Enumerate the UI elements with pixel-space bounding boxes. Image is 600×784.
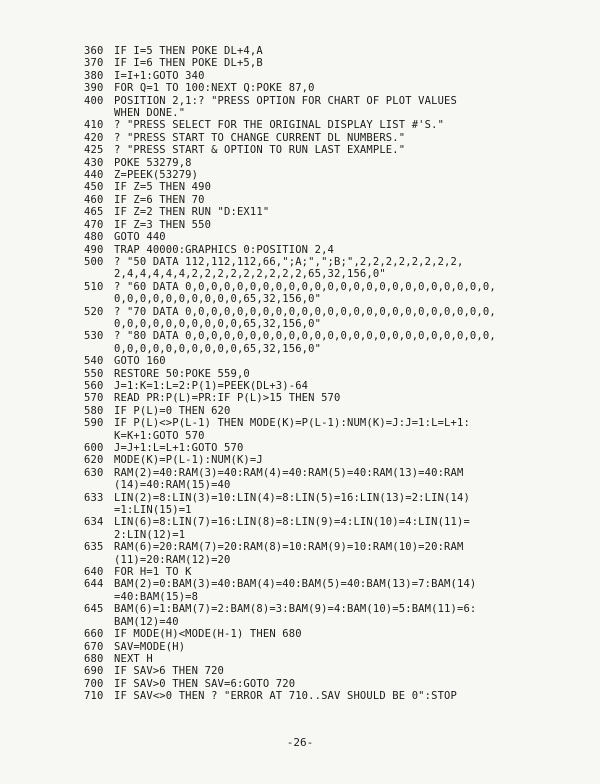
code-text: MODE(K)=P(L-1):NUM(K)=J <box>114 454 263 467</box>
code-text: 2,4,4,4,4,4,2,2,2,2,2,2,2,2,2,65,32,156,0" <box>114 268 386 281</box>
code-line <box>84 181 584 193</box>
line-number: 635 <box>84 541 104 554</box>
code-line <box>84 244 584 256</box>
code-line <box>84 206 584 218</box>
code-text: NEXT H <box>114 652 153 665</box>
line-number: 360 <box>84 45 104 57</box>
code-text: ? "80 DATA 0,0,0,0,0,0,0,0,0,0,0,0,0,0,0,0,0,0,0,0,0,0,0,0, <box>114 330 496 343</box>
code-line <box>84 467 584 479</box>
line-number: 644 <box>84 578 104 591</box>
code-text: GOTO 440 <box>114 231 166 244</box>
line-number: 490 <box>84 243 104 256</box>
code-text: SAV=MODE(H) <box>114 640 186 653</box>
line-number: 465 <box>84 206 104 219</box>
code-line <box>84 95 584 107</box>
code-text: ? "60 DATA 0,0,0,0,0,0,0,0,0,0,0,0,0,0,0,0,0,0,0,0,0,0,0,0, <box>114 280 496 293</box>
code-line-continuation <box>84 107 584 119</box>
code-line <box>84 219 584 231</box>
line-number: 425 <box>84 144 104 157</box>
code-line <box>84 392 584 404</box>
line-number: 560 <box>84 379 104 392</box>
line-number: 420 <box>84 131 104 144</box>
line-number: 690 <box>84 665 104 678</box>
code-text: 0,0,0,0,0,0,0,0,0,0,65,32,156,0" <box>114 342 322 355</box>
code-line <box>84 119 584 131</box>
code-line <box>84 45 584 57</box>
code-text: 2:LIN(12)=1 <box>114 528 186 541</box>
code-line <box>84 603 584 615</box>
code-text: POKE 53279,8 <box>114 156 192 169</box>
code-line <box>84 405 584 417</box>
line-number: 370 <box>84 57 104 70</box>
code-text: TRAP 40000:GRAPHICS 0:POSITION 2,4 <box>114 243 335 256</box>
code-text: IF Z=2 THEN RUN "D:EX11" <box>114 206 270 219</box>
code-text: IF SAV<>0 THEN ? "ERROR AT 710..SAV SHOULD BE 0":STOP <box>114 690 457 703</box>
code-text: POSITION 2,1:? "PRESS OPTION FOR CHART OF PLOT VALUES <box>114 94 457 107</box>
code-text: J=1:K=1:L=2:P(1)=PEEK(DL+3)-64 <box>114 379 309 392</box>
code-text: K=K+1:GOTO 570 <box>114 429 205 442</box>
code-text: IF P(L)<>P(L-1) THEN MODE(K)=P(L-1):NUM(K)=J:J=1:L=L+1: <box>114 417 470 430</box>
code-text: IF SAV>6 THEN 720 <box>114 665 225 678</box>
code-line-continuation <box>84 504 584 516</box>
line-number: 450 <box>84 181 104 194</box>
line-number: 710 <box>84 690 104 703</box>
line-number: 440 <box>84 169 104 182</box>
code-text: 0,0,0,0,0,0,0,0,0,0,65,32,156,0" <box>114 317 322 330</box>
code-text: ? "PRESS SELECT FOR THE ORIGINAL DISPLAY LIST #'S." <box>114 119 445 132</box>
code-line <box>84 516 584 528</box>
code-text: IF SAV>0 THEN SAV=6:GOTO 720 <box>114 677 296 690</box>
code-line <box>84 70 584 82</box>
code-line <box>84 355 584 367</box>
code-text: RESTORE 50:POKE 559,0 <box>114 367 250 380</box>
line-number: 660 <box>84 628 104 641</box>
code-text: ? "PRESS START TO CHANGE CURRENT DL NUMBERS." <box>114 131 406 144</box>
line-number: 580 <box>84 404 104 417</box>
code-line <box>84 454 584 466</box>
code-line <box>84 194 584 206</box>
code-text: IF Z=6 THEN 70 <box>114 193 205 206</box>
code-line-continuation <box>84 479 584 491</box>
code-text: READ PR:P(L)=PR:IF P(L)>15 THEN 570 <box>114 392 341 405</box>
code-text: FOR H=1 TO K <box>114 566 192 579</box>
code-text: (14)=40:RAM(15)=40 <box>114 479 231 492</box>
code-line <box>84 368 584 380</box>
code-text: 0,0,0,0,0,0,0,0,0,0,65,32,156,0" <box>114 293 322 306</box>
code-line <box>84 57 584 69</box>
code-line-continuation <box>84 293 584 305</box>
line-number: 633 <box>84 491 104 504</box>
code-text: ? "PRESS START & OPTION TO RUN LAST EXAMPLE." <box>114 144 406 157</box>
code-text: IF MODE(H)<MODE(H-1) THEN 680 <box>114 628 302 641</box>
code-line-continuation <box>84 343 584 355</box>
line-number: 520 <box>84 305 104 318</box>
code-line <box>84 442 584 454</box>
code-text: Z=PEEK(53279) <box>114 169 199 182</box>
line-number: 570 <box>84 392 104 405</box>
code-line <box>84 144 584 156</box>
line-number: 640 <box>84 566 104 579</box>
code-text: ? "70 DATA 0,0,0,0,0,0,0,0,0,0,0,0,0,0,0,0,0,0,0,0,0,0,0,0, <box>114 305 496 318</box>
line-number: 530 <box>84 330 104 343</box>
code-text: LIN(2)=8:LIN(3)=10:LIN(4)=8:LIN(5)=16:LIN(13)=2:LIN(14) <box>114 491 470 504</box>
code-line <box>84 82 584 94</box>
code-line <box>84 132 584 144</box>
code-text: WHEN DONE." <box>114 107 186 120</box>
code-text: (11)=20:RAM(12)=20 <box>114 553 231 566</box>
code-line-continuation <box>84 591 584 603</box>
code-text: IF Z=3 THEN 550 <box>114 218 212 231</box>
code-line-continuation <box>84 616 584 628</box>
code-text: RAM(2)=40:RAM(3)=40:RAM(4)=40:RAM(5)=40:RAM(13)=40:RAM <box>114 466 464 479</box>
line-number: 680 <box>84 652 104 665</box>
code-line <box>84 541 584 553</box>
code-text: ? "50 DATA 112,112,112,66,";A;",";B;",2,2,2,2,2,2,2,2, <box>114 255 464 268</box>
code-line <box>84 653 584 665</box>
line-number: 480 <box>84 231 104 244</box>
code-text: IF Z=5 THEN 490 <box>114 181 212 194</box>
line-number: 634 <box>84 516 104 529</box>
line-number: 380 <box>84 69 104 82</box>
line-number: 430 <box>84 156 104 169</box>
code-line <box>84 566 584 578</box>
code-line <box>84 678 584 690</box>
line-number: 630 <box>84 466 104 479</box>
code-text: GOTO 160 <box>114 355 166 368</box>
code-text: I=I+1:GOTO 340 <box>114 69 205 82</box>
line-number: 540 <box>84 355 104 368</box>
code-line <box>84 492 584 504</box>
code-text: IF I=6 THEN POKE DL+5,B <box>114 57 263 70</box>
code-line-continuation <box>84 430 584 442</box>
code-text: LIN(6)=8:LIN(7)=16:LIN(8)=8:LIN(9)=4:LIN(10)=4:LIN(11)= <box>114 516 470 529</box>
line-number: 390 <box>84 82 104 95</box>
code-text: IF P(L)=0 THEN 620 <box>114 404 231 417</box>
code-line <box>84 380 584 392</box>
line-number: 670 <box>84 640 104 653</box>
code-text: IF I=5 THEN POKE DL+4,A <box>114 45 263 57</box>
code-line <box>84 306 584 318</box>
line-number: 620 <box>84 454 104 467</box>
line-number: 510 <box>84 280 104 293</box>
line-number: 590 <box>84 417 104 430</box>
code-line <box>84 417 584 429</box>
page-number: -26- <box>286 736 314 749</box>
code-text: BAM(12)=40 <box>114 615 179 628</box>
code-line-continuation <box>84 529 584 541</box>
code-text: BAM(6)=1:BAM(7)=2:BAM(8)=3:BAM(9)=4:BAM(10)=5:BAM(11)=6: <box>114 603 477 616</box>
line-number: 700 <box>84 677 104 690</box>
code-line <box>84 641 584 653</box>
line-number: 460 <box>84 193 104 206</box>
code-text: FOR Q=1 TO 100:NEXT Q:POKE 87,0 <box>114 82 315 95</box>
basic-program-listing <box>84 45 584 703</box>
code-line <box>84 330 584 342</box>
line-number: 500 <box>84 255 104 268</box>
code-line <box>84 628 584 640</box>
code-text: =1:LIN(15)=1 <box>114 504 192 517</box>
code-line <box>84 665 584 677</box>
code-line-continuation <box>84 268 584 280</box>
code-text: J=J+1:L=L+1:GOTO 570 <box>114 442 244 454</box>
code-text: RAM(6)=20:RAM(7)=20:RAM(8)=10:RAM(9)=10:RAM(10)=20:RAM <box>114 541 464 554</box>
code-line-continuation <box>84 318 584 330</box>
line-number: 550 <box>84 367 104 380</box>
code-line <box>84 281 584 293</box>
code-line <box>84 157 584 169</box>
line-number: 410 <box>84 119 104 132</box>
code-text: =40:BAM(15)=8 <box>114 590 199 603</box>
line-number: 400 <box>84 94 104 107</box>
line-number: 600 <box>84 442 104 454</box>
code-line <box>84 231 584 243</box>
line-number: 470 <box>84 218 104 231</box>
code-line-continuation <box>84 554 584 566</box>
code-line <box>84 169 584 181</box>
code-line <box>84 256 584 268</box>
line-number: 645 <box>84 603 104 616</box>
code-text: BAM(2)=0:BAM(3)=40:BAM(4)=40:BAM(5)=40:BAM(13)=7:BAM(14) <box>114 578 477 591</box>
code-line <box>84 690 584 702</box>
code-line <box>84 578 584 590</box>
